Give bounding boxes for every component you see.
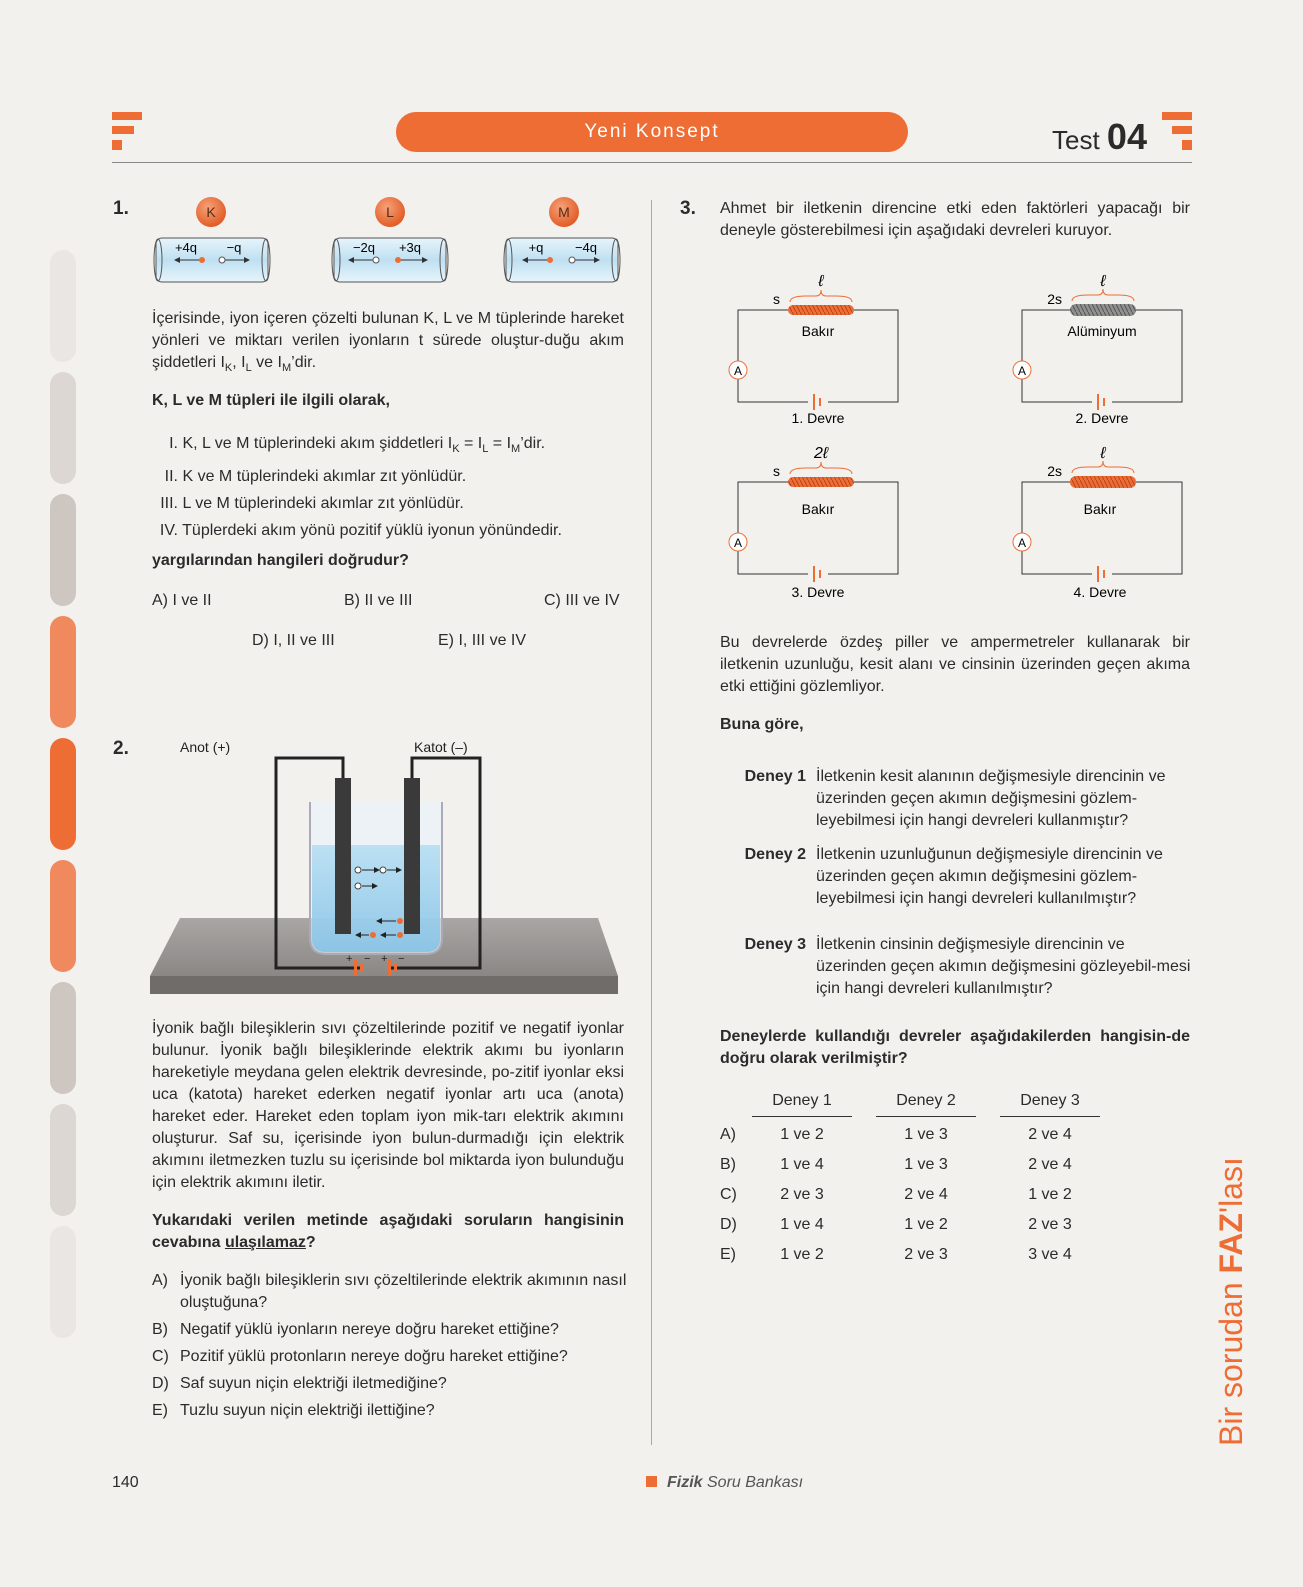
q2-paragraph: İyonik bağlı bileşiklerin sıvı çözeltilerinde pozitif ve negatif iyonlar bulunur. İyonik bağlı bileşiklerinde elektrik akımı bu iyonların hareketiyle meydana gelen elektrik devresinde, po-zitif iyonlar eksi uca (katota) hareket ederken negatif iyonlar artı uca (anota) hareket eder. Hareket eden toplam iyon mik-tarı elektrik akımını oluşturur. Saf su, içerisinde iyon bulun-durmadığı için elektrik akımını iletmezken tuzlu su içerisinde bol miktarda iyon bulunduğu için elektrik akımını iletir. bbox=[152, 1020, 624, 1191]
q1-statement: II. K ve M tüplerindeki akımlar zıt yönlüdür. bbox=[164, 468, 467, 486]
svg-text:−: − bbox=[398, 953, 405, 965]
q2-option-d[interactable]: D) Saf suyun niçin elektriği iletmediğine? bbox=[152, 1375, 447, 1392]
side-slogan: Bir sorudan FAZ'lası bbox=[1213, 1157, 1249, 1446]
table-row-key: C) bbox=[720, 1186, 737, 1203]
anode-label: Anot (+) bbox=[180, 740, 231, 755]
table-cell: 2 ve 4 bbox=[904, 1186, 948, 1203]
tube-k-ion-1: +4q bbox=[174, 240, 198, 255]
experiment-2: Deney 2 İletkenin uzunluğunun değişmesiyle direncinin ve üzerinden geçen akımın değişmesini gözlem-leyebilmesi için hangi devreleri kullanılmıştır? bbox=[744, 846, 1163, 907]
table-cell: 1 ve 3 bbox=[904, 1156, 948, 1173]
tube-k-ion-2: −q bbox=[226, 240, 242, 255]
table-cell: 1 ve 3 bbox=[904, 1126, 948, 1143]
table-cell: 3 ve 4 bbox=[1028, 1246, 1072, 1263]
circuit-3 bbox=[729, 445, 898, 600]
svg-text:+: + bbox=[346, 953, 353, 965]
circuit-4 bbox=[1013, 445, 1182, 600]
q1-lead: K, L ve M tüpleri ile ilgili olarak, bbox=[152, 392, 390, 409]
table-cell: 1 ve 2 bbox=[904, 1216, 948, 1233]
svg-text:Bakır: Bakır bbox=[1083, 501, 1117, 517]
side-tab bbox=[50, 738, 76, 850]
table-cell: 2 ve 3 bbox=[1028, 1216, 1072, 1233]
q1-intro: İçerisinde, iyon içeren çözelti bulunan K, L ve M tüplerinde hareket yönleri ve miktarı verilen iyonların t sürede oluştur-duğu akım şiddetleri $I_K$, $I_L$ ve $I_M’dir$. bbox=[152, 310, 624, 375]
q1-option-a[interactable]: A) I ve II bbox=[152, 592, 212, 609]
table-cell: 1 ve 2 bbox=[1028, 1186, 1072, 1203]
side-tab bbox=[50, 982, 76, 1094]
test-number: 04 bbox=[1106, 116, 1147, 157]
q1-tubes-figure bbox=[150, 196, 630, 288]
tube-l-ion-1: −2q bbox=[352, 240, 376, 255]
svg-text:3. Devre: 3. Devre bbox=[791, 584, 845, 600]
q1-number: 1. bbox=[113, 198, 129, 219]
table-row-key: D) bbox=[720, 1216, 737, 1233]
book-title: Fizik Soru Bankası bbox=[646, 1474, 803, 1492]
column-divider bbox=[651, 200, 652, 1445]
side-tab bbox=[50, 494, 76, 606]
svg-text:4. Devre: 4. Devre bbox=[1073, 584, 1127, 600]
answer-table bbox=[720, 1092, 1120, 1270]
side-tab bbox=[50, 1226, 76, 1338]
side-tab bbox=[50, 1104, 76, 1216]
q2-option-e[interactable]: E) Tuzlu suyun niçin elektriği ilettiğine? bbox=[152, 1402, 435, 1419]
header-rule bbox=[112, 162, 1192, 163]
q1-statements bbox=[140, 430, 620, 544]
side-tab bbox=[50, 372, 76, 484]
q2-options bbox=[152, 1270, 632, 1422]
table-cell: 2 ve 3 bbox=[904, 1246, 948, 1263]
table-row[interactable] bbox=[720, 1180, 1120, 1210]
q1-option-d[interactable]: D) I, II ve III bbox=[252, 632, 335, 649]
q2-question-underline: ulaşılamaz bbox=[224, 1234, 306, 1251]
svg-text:Bakır: Bakır bbox=[801, 501, 835, 517]
q2-option-b[interactable]: B) Negatif yüklü iyonların nereye doğru hareket ettiğine? bbox=[152, 1321, 559, 1338]
table-cell: 1 ve 4 bbox=[780, 1156, 824, 1173]
table-header-cell: Deney 1 bbox=[772, 1092, 832, 1109]
tube-m-ion-2: −4q bbox=[574, 240, 598, 255]
circuit-1 bbox=[729, 273, 898, 426]
q2-question: Yukarıdaki verilen metinde aşağıdaki soruların hangisinin cevabına ulaşılamaz? bbox=[152, 1212, 624, 1251]
svg-text:ℓ: ℓ bbox=[1100, 273, 1106, 290]
svg-text:A: A bbox=[1017, 364, 1027, 378]
svg-text:2s: 2s bbox=[1047, 463, 1062, 479]
q1-statement: III. L ve M tüplerindeki akımlar zıt yönlüdür. bbox=[160, 495, 464, 513]
table-cell: 2 ve 3 bbox=[780, 1186, 824, 1203]
table-cell: 1 ve 2 bbox=[780, 1126, 824, 1143]
test-label: Test bbox=[1052, 125, 1100, 155]
q3-lead: Buna göre, bbox=[720, 716, 804, 733]
svg-text:A: A bbox=[733, 536, 743, 550]
table-row[interactable] bbox=[720, 1210, 1120, 1240]
table-header-cell: Deney 2 bbox=[896, 1092, 956, 1109]
table-row[interactable] bbox=[720, 1120, 1120, 1150]
experiment-1: Deney 1 İletkenin kesit alanının değişmesiyle direncinin ve üzerinden geçen akımın değişmesini gözlem-leyebilmesi için hangi devreleri kullanmıştır? bbox=[744, 768, 1166, 829]
svg-text:+: + bbox=[381, 953, 388, 965]
q3-experiments bbox=[720, 766, 1192, 1000]
test-title bbox=[1052, 116, 1147, 158]
svg-text:1. Devre: 1. Devre bbox=[791, 410, 845, 426]
tube-k-label: K bbox=[206, 204, 216, 220]
banner: Yeni Konsept bbox=[396, 112, 908, 152]
table-row[interactable] bbox=[720, 1240, 1120, 1270]
q2-number: 2. bbox=[113, 738, 129, 759]
tube-m-label: M bbox=[558, 204, 570, 220]
table-cell: 2 ve 4 bbox=[1028, 1156, 1072, 1173]
svg-text:s: s bbox=[773, 291, 780, 307]
table-row[interactable] bbox=[720, 1150, 1120, 1180]
tube-l bbox=[332, 197, 448, 282]
svg-text:2s: 2s bbox=[1047, 291, 1062, 307]
q1-question: yargılarından hangileri doğrudur? bbox=[152, 552, 409, 569]
q3-number: 3. bbox=[680, 198, 696, 219]
svg-text:A: A bbox=[733, 364, 743, 378]
tube-k bbox=[154, 197, 270, 282]
q1-statement: I. K, L ve M tüplerindeki akım şiddetleri $I_K = I_L$ = $I_M’dir$. bbox=[169, 435, 546, 456]
logo-right bbox=[1160, 112, 1192, 152]
cathode-label: Katot (–) bbox=[414, 740, 468, 755]
tube-l-label: L bbox=[386, 204, 394, 220]
svg-text:Alüminyum: Alüminyum bbox=[1067, 323, 1137, 339]
q3-circuits-figure bbox=[720, 272, 1200, 612]
tube-l-ion-2: +3q bbox=[398, 240, 422, 255]
svg-text:ℓ: ℓ bbox=[818, 273, 824, 290]
q1-statement: IV. Tüplerdeki akım yönü pozitif yüklü iyonun yönündedir. bbox=[159, 522, 562, 540]
svg-text:2ℓ: 2ℓ bbox=[813, 445, 829, 462]
q3-paragraph: Bu devrelerde özdeş piller ve ampermetreler kullanarak bir iletkenin uzunluğu, kesit alanı ve cinsinin üzerinden geçen akıma etki ettiğini gözlemliyor. bbox=[720, 634, 1190, 695]
q1-option-b[interactable]: B) II ve III bbox=[344, 592, 413, 609]
q2-option-c[interactable]: C) Pozitif yüklü protonların nereye doğru hareket ettiğine? bbox=[152, 1348, 568, 1365]
tube-m-ion-1: +q bbox=[528, 240, 544, 255]
svg-text:2. Devre: 2. Devre bbox=[1075, 410, 1129, 426]
experiment-3: Deney 3 İletkenin cinsinin değişmesiyle direncinin ve üzerinden geçen akımın değişmesini gözleyebil-mesi için hangi devreleri kullanılmıştır? bbox=[744, 936, 1191, 997]
svg-text:ℓ: ℓ bbox=[1100, 445, 1106, 462]
q1-option-e[interactable]: E) I, III ve IV bbox=[438, 632, 527, 649]
svg-text:A: A bbox=[1017, 536, 1027, 550]
q2-option-a[interactable]: A) İyonik bağlı bileşiklerin sıvı çözeltilerinde elektrik akımının nasıl oluştuğuna? bbox=[152, 1272, 627, 1311]
table-header-cell: Deney 3 bbox=[1020, 1092, 1080, 1109]
table-row-key: E) bbox=[720, 1246, 736, 1263]
side-tab bbox=[50, 250, 76, 362]
svg-text:Bakır: Bakır bbox=[801, 323, 835, 339]
electrolysis-figure bbox=[150, 740, 625, 1010]
tube-m bbox=[504, 197, 620, 282]
svg-text:−: − bbox=[364, 953, 371, 965]
table-cell: 1 ve 4 bbox=[780, 1216, 824, 1233]
logo-left bbox=[112, 112, 142, 152]
side-tab bbox=[50, 860, 76, 972]
table-cell: 2 ve 4 bbox=[1028, 1126, 1072, 1143]
table-cell: 1 ve 2 bbox=[780, 1246, 824, 1263]
q1-option-c[interactable]: C) III ve IV bbox=[544, 592, 620, 609]
q3-intro: Ahmet bir iletkenin direncine etki eden faktörleri yapacağı bir deneyle gösterebilmesi için aşağıdaki devreleri kuruyor. bbox=[720, 200, 1190, 239]
circuit-2 bbox=[1013, 273, 1182, 426]
svg-text:s: s bbox=[773, 463, 780, 479]
page-number: 140 bbox=[112, 1474, 139, 1491]
q3-question: Deneylerde kullandığı devreler aşağıdakilerden hangisin-de doğru olarak verilmiştir? bbox=[720, 1028, 1190, 1067]
table-row-key: B) bbox=[720, 1156, 736, 1173]
table-header bbox=[720, 1092, 1120, 1120]
table-row-key: A) bbox=[720, 1126, 736, 1143]
side-tab bbox=[50, 616, 76, 728]
